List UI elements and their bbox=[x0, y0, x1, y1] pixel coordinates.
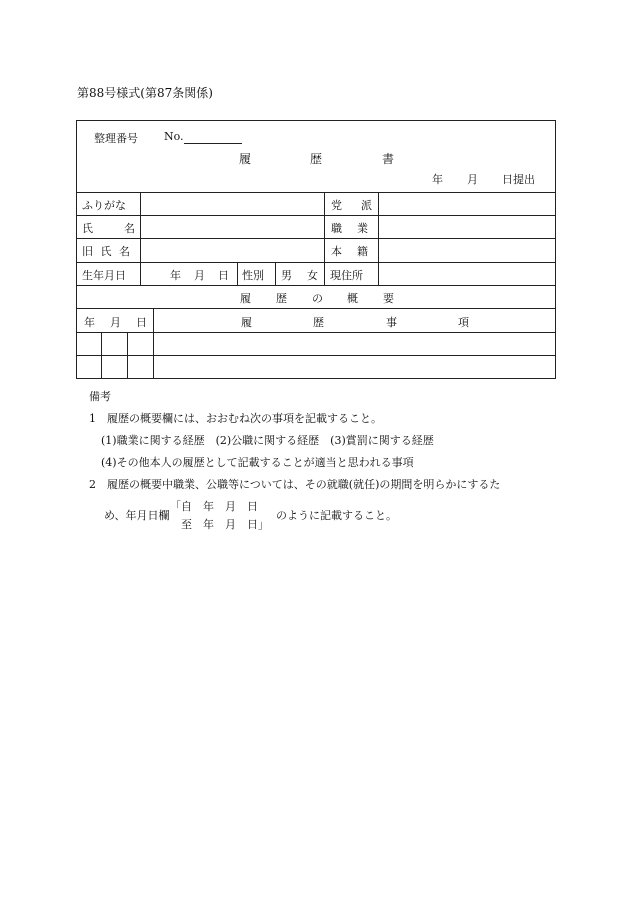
col-divider bbox=[378, 192, 379, 285]
row-divider bbox=[76, 308, 556, 309]
ha-label: 派 bbox=[361, 199, 372, 212]
col-divider bbox=[237, 262, 238, 285]
history-month-header: 月 bbox=[110, 316, 121, 329]
form-number: 第88号様式(第87条関係) bbox=[77, 86, 213, 100]
row-divider bbox=[76, 262, 556, 263]
kyu-shimei-label: 旧 氏 名 bbox=[82, 245, 132, 258]
bracket-line-2: 至 年 月 日」 bbox=[181, 518, 269, 531]
genjusho-label: 現住所 bbox=[330, 269, 363, 282]
note-2-cont-b: のように記載すること。 bbox=[276, 509, 397, 522]
seibetsu-label: 性別 bbox=[242, 269, 264, 282]
history-item-char-1: 履 bbox=[241, 316, 252, 329]
honseki-label: 本 籍 bbox=[331, 245, 370, 258]
col-divider bbox=[127, 332, 128, 379]
shokugyo-label: 職 業 bbox=[331, 222, 370, 235]
title-char-2: 歴 bbox=[310, 152, 323, 166]
number-blank-line bbox=[184, 143, 242, 144]
col-divider bbox=[140, 192, 141, 285]
no-label: No. bbox=[164, 130, 184, 143]
summary-char-5: 要 bbox=[383, 292, 394, 305]
shi-label: 氏 bbox=[82, 222, 93, 235]
submit-day-label: 日提出 bbox=[502, 173, 535, 186]
submit-month-label: 月 bbox=[467, 173, 478, 186]
row-divider bbox=[76, 285, 556, 286]
row-divider bbox=[76, 238, 556, 239]
birth-day-label: 日 bbox=[218, 269, 229, 282]
title-char-1: 履 bbox=[239, 152, 252, 166]
notes-heading: 備考 bbox=[89, 390, 111, 403]
summary-char-1: 履 bbox=[240, 292, 251, 305]
history-item-char-2: 歴 bbox=[313, 316, 324, 329]
row-divider bbox=[76, 192, 556, 193]
submit-year-label: 年 bbox=[432, 173, 443, 186]
col-divider bbox=[153, 308, 154, 379]
furigana-label: ふりがな bbox=[82, 199, 126, 212]
otoko-label: 男 bbox=[281, 269, 292, 282]
seiri-bango-label: 整理番号 bbox=[94, 132, 138, 145]
note-1: 1 履歴の概要欄には、おおむね次の事項を記載すること。 bbox=[89, 412, 382, 425]
col-divider bbox=[275, 262, 276, 285]
birth-month-label: 月 bbox=[194, 269, 205, 282]
note-2: 2 履歴の概要中職業、公職等については、その就職(就任)の期間を明らかにするた bbox=[89, 478, 501, 491]
row-divider bbox=[76, 355, 556, 356]
row-divider bbox=[76, 332, 556, 333]
col-divider bbox=[324, 192, 325, 285]
col-divider bbox=[101, 332, 102, 379]
history-item-char-3: 事 bbox=[386, 316, 397, 329]
title-char-3: 書 bbox=[382, 152, 395, 166]
history-year-header: 年 bbox=[84, 316, 95, 329]
bracket-line-1: 「自 年 月 日 bbox=[170, 500, 258, 513]
to-label: 党 bbox=[331, 199, 342, 212]
birth-year-label: 年 bbox=[170, 269, 181, 282]
note-1-items-a: (1)職業に関する経歴 (2)公職に関する経歴 (3)賞罰に関する経歴 bbox=[101, 434, 434, 447]
summary-char-4: 概 bbox=[347, 292, 358, 305]
summary-char-2: 歴 bbox=[276, 292, 287, 305]
onna-label: 女 bbox=[307, 269, 318, 282]
mei-label: 名 bbox=[124, 222, 135, 235]
row-divider bbox=[76, 215, 556, 216]
note-2-cont-a: め、年月日欄 bbox=[104, 509, 170, 522]
summary-char-3: の bbox=[312, 292, 323, 305]
history-item-char-4: 項 bbox=[458, 316, 469, 329]
history-day-header: 日 bbox=[136, 316, 147, 329]
seinengappi-label: 生年月日 bbox=[82, 269, 126, 282]
note-1-items-b: (4)その他本人の履歴として記載することが適当と思われる事項 bbox=[101, 456, 414, 469]
